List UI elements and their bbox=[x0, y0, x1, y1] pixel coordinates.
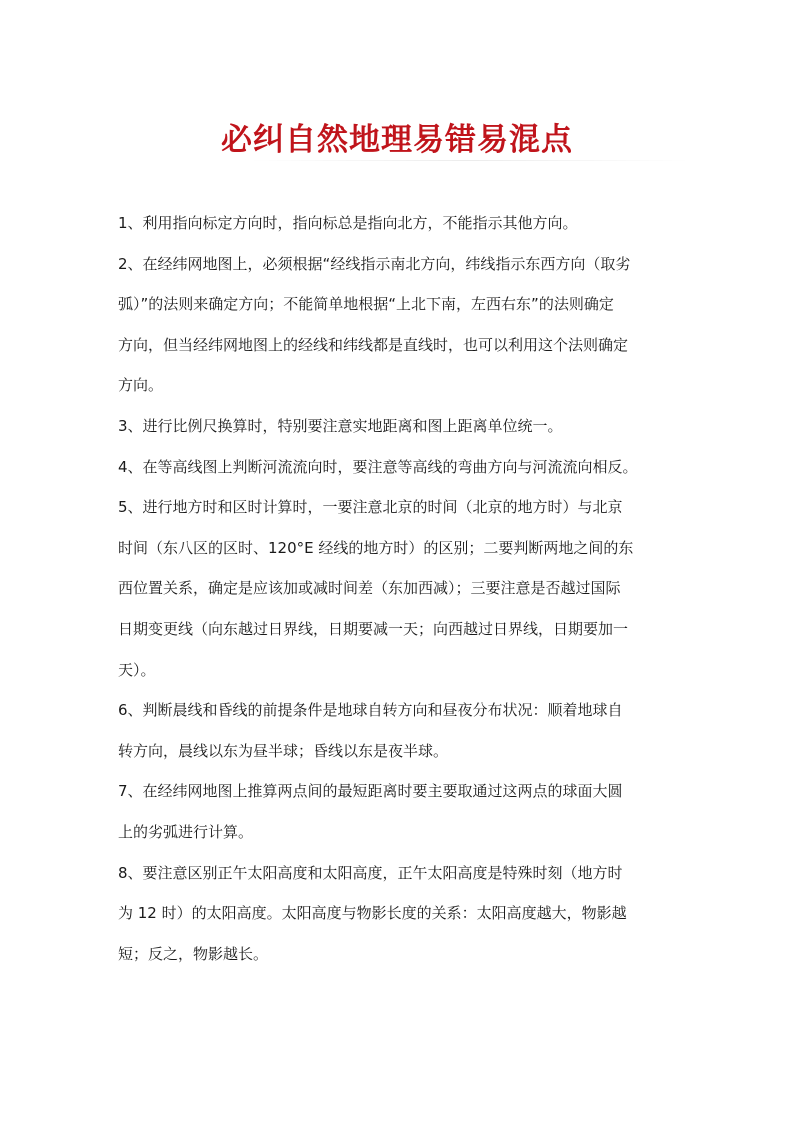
document-body bbox=[118, 203, 688, 974]
text-line: 5、进行地方时和区时计算时，一要注意北京的时间（北京的地方时）与北京 bbox=[118, 498, 623, 517]
text-line: 转方向，晨线以东为昼半球；昏线以东是夜半球。 bbox=[118, 741, 449, 760]
text-line: 方向。 bbox=[118, 376, 164, 395]
text-line: 8、要注意区别正午太阳高度和太阳高度，正午太阳高度是特殊时刻（地方时 bbox=[118, 863, 623, 882]
text-line: 短；反之，物影越长。 bbox=[118, 944, 269, 963]
text-line: 6、判断晨线和昏线的前提条件是地球自转方向和昼夜分布状况：顺着地球自 bbox=[118, 701, 623, 720]
text-line: 日期变更线（向东越过日界线，日期要减一天；向西越过日界线，日期要加一 bbox=[118, 619, 629, 638]
title-underline bbox=[250, 160, 690, 161]
text-line: 天）。 bbox=[118, 660, 156, 679]
text-line: 为 12 时）的太阳高度。太阳高度与物影长度的关系：太阳高度越大，物影越 bbox=[118, 904, 627, 923]
text-line: 1、利用指向标定方向时，指向标总是指向北方，不能指示其他方向。 bbox=[118, 214, 578, 232]
text-line: 4、在等高线图上判断河流流向时，要注意等高线的弯曲方向与河流流向相反。 bbox=[118, 457, 638, 476]
text-line: 西位置关系，确定是应该加或减时间差（东加西减）；三要注意是否越过国际 bbox=[118, 579, 621, 598]
text-line: 2、在经纬网地图上，必须根据“经线指示南北方向，纬线指示东西方向（取劣 bbox=[118, 254, 631, 273]
text-line: 时间（东八区的区时、120°E 经线的地方时）的区别；二要判断两地之间的东 bbox=[118, 538, 634, 557]
text-line: 7、在经纬网地图上推算两点间的最短距离时要主要取通过这两点的球面大圆 bbox=[118, 782, 623, 801]
text-line: 3、进行比例尺换算时，特别要注意实地距离和图上距离单位统一。 bbox=[118, 416, 563, 435]
text-line: 方向，但当经纬网地图上的经线和纬线都是直线时，也可以利用这个法则确定 bbox=[118, 335, 629, 354]
text-line: 上的劣弧进行计算。 bbox=[118, 822, 254, 841]
document-title: 必纠自然地理易错易混点 bbox=[221, 122, 573, 158]
text-line: 弧）”的法则来确定方向；不能简单地根据“上北下南，左西右东”的法则确定 bbox=[118, 295, 614, 314]
